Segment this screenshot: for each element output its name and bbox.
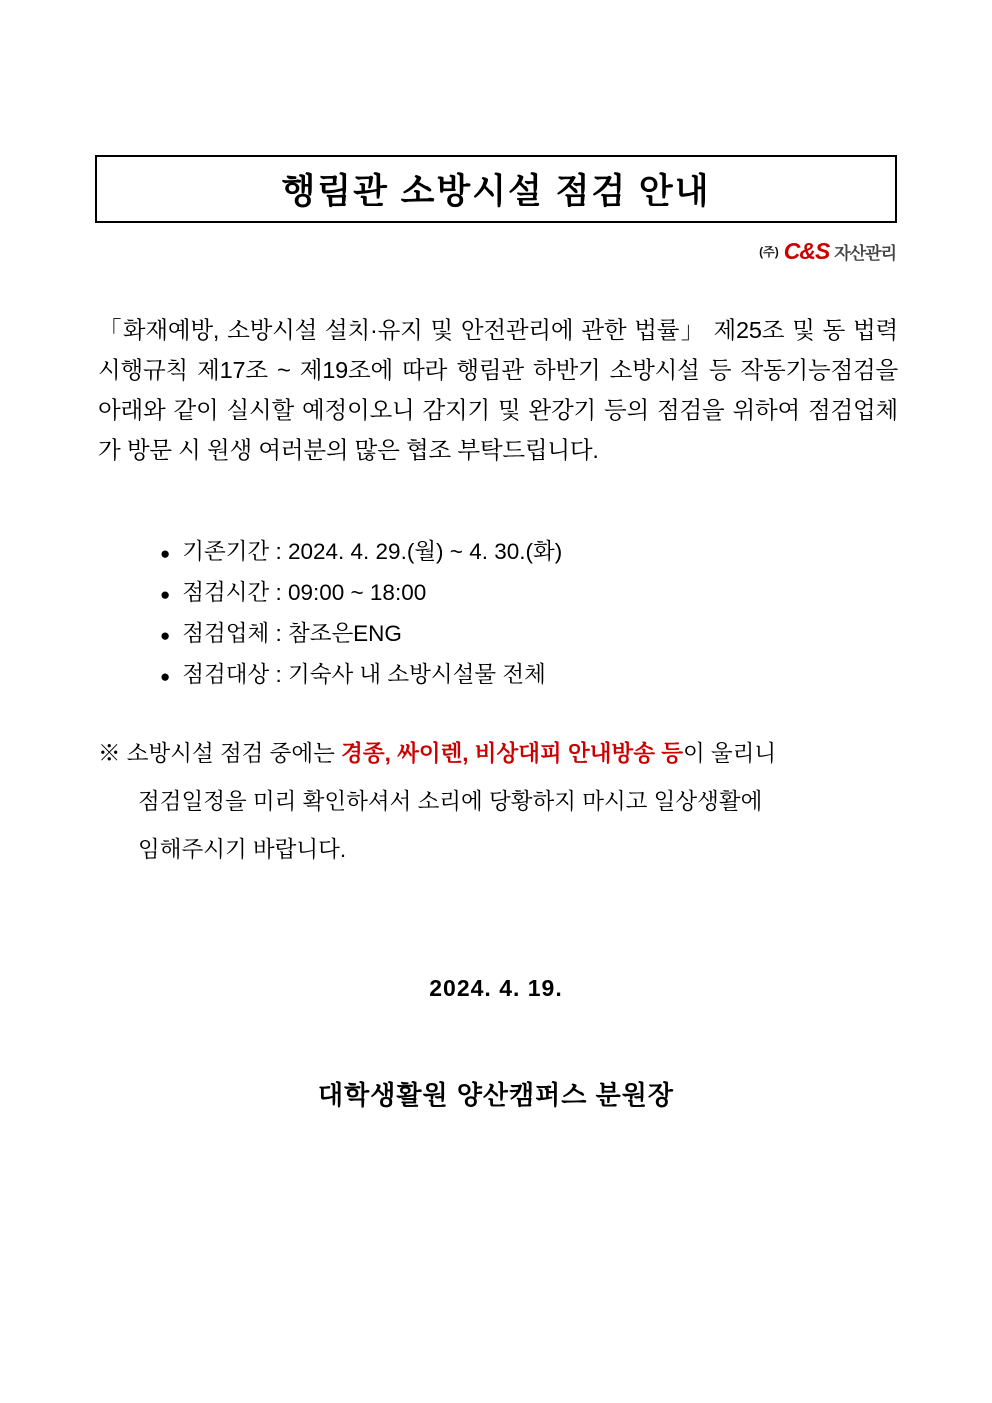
list-item-label: 기존기간 : 2024. 4. 29.(월) ~ 4. 30.(화) <box>182 539 563 564</box>
title-box <box>95 155 897 223</box>
logo-brand: C&S <box>783 238 830 264</box>
logo-prefix: (주) <box>759 245 779 259</box>
note-line-3: 임해주시기 바랍니다. <box>138 837 347 862</box>
list-item <box>160 573 900 614</box>
list-item-label: 점검시간 : 09:00 ~ 18:00 <box>182 580 427 605</box>
list-item-label: 점검대상 : 기숙사 내 소방시설물 전체 <box>182 662 546 687</box>
note-highlight: 경종, 싸이렌, 비상대피 안내방송 등 <box>341 741 683 766</box>
company-logo <box>759 238 896 265</box>
notice-signer: 대학생활원 양산캠퍼스 분원장 <box>318 1080 674 1110</box>
list-item <box>160 614 900 655</box>
note-line-1 <box>98 730 898 778</box>
bullet-dot-icon: ● <box>160 585 171 604</box>
list-item <box>160 532 900 573</box>
bullet-dot-icon: ● <box>160 544 171 563</box>
notice-date: 2024. 4. 19. <box>429 975 563 1001</box>
note-suffix: 이 울리니 <box>682 741 777 766</box>
note-prefix: ※ 소방시설 점검 중에는 <box>98 741 342 766</box>
intro-paragraph: 「화재예방, 소방시설 설치·유지 및 안전관리에 관한 법률」 제25조 및 동 법력 시행규칙 제17조 ~ 제19조에 따라 행림관 하반기 소방시설 등 작동기능점검을 아래와 같이 실시할 예정이오니 감지기 및 완강기 등의 점검을 위하여 점검업체가 방문 시 원생 여러분의 많은 협조 부탁드립니다. <box>98 317 898 463</box>
page-title: 행림관 소방시설 점검 안내 <box>281 172 711 211</box>
note-line-2: 점검일정을 미리 확인하셔서 소리에 당황하지 마시고 일상생활에 <box>138 789 763 814</box>
bullet-list <box>160 532 900 696</box>
bullet-dot-icon: ● <box>160 667 171 686</box>
warning-note <box>98 730 898 874</box>
logo-name: 자산관리 <box>834 244 896 263</box>
list-item-label: 점검업체 : 참조은ENG <box>182 621 402 646</box>
bullet-dot-icon: ● <box>160 626 171 645</box>
list-item <box>160 655 900 696</box>
